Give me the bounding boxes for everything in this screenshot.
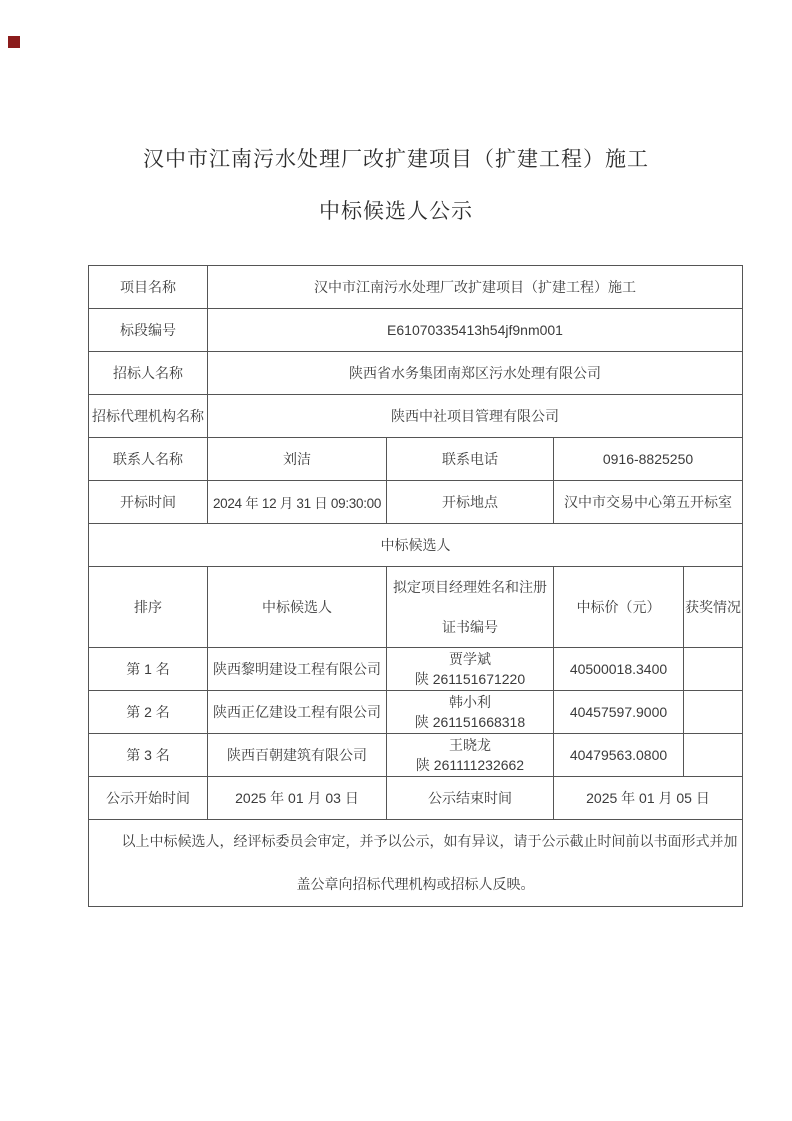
table-row-candidate-3 — [89, 734, 743, 777]
table-row-bid-opening — [89, 481, 743, 524]
publicity-end-value: 2025 年 01 月 05 日 — [554, 777, 743, 820]
bid-open-place-label: 开标地点 — [387, 481, 554, 524]
document-title — [0, 133, 792, 237]
header-candidate: 中标候选人 — [208, 567, 387, 648]
candidate-3-price: 40479563.0800 — [554, 734, 684, 777]
table-row-section-number — [89, 309, 743, 352]
contact-phone-value: 0916-8825250 — [554, 438, 743, 481]
publicity-end-label: 公示结束时间 — [387, 777, 554, 820]
candidate-1-manager-cert — [387, 648, 554, 691]
candidate-1-rank: 第 1 名 — [89, 648, 208, 691]
title-line-2: 中标候选人公示 — [319, 199, 473, 223]
candidate-2-manager-cert — [387, 691, 554, 734]
table-row-note — [89, 820, 743, 907]
header-manager-cert: 拟定项目经理姓名和注册证书编号 — [387, 567, 554, 648]
project-name-label: 项目名称 — [89, 266, 208, 309]
candidate-2-price: 40457597.9000 — [554, 691, 684, 734]
contact-phone-label: 联系电话 — [387, 438, 554, 481]
table-row-contact — [89, 438, 743, 481]
project-name-value: 汉中市江南污水处理厂改扩建项目（扩建工程）施工 — [208, 266, 743, 309]
table-row-candidate-1 — [89, 648, 743, 691]
candidate-3-manager: 王晓龙 — [449, 737, 491, 753]
bid-open-place-value: 汉中市交易中心第五开标室 — [554, 481, 743, 524]
table-row-section-band — [89, 524, 743, 567]
candidate-3-manager-cert — [387, 734, 554, 777]
table-row-publicity — [89, 777, 743, 820]
candidate-2-cert: 陕 261151668318 — [414, 714, 526, 730]
section-number-label: 标段编号 — [89, 309, 208, 352]
title-line-1: 汉中市江南污水处理厂改扩建项目（扩建工程）施工 — [143, 147, 649, 171]
table-row-candidate-2 — [89, 691, 743, 734]
agency-value: 陕西中社项目管理有限公司 — [208, 395, 743, 438]
header-rank: 排序 — [89, 567, 208, 648]
tenderer-label: 招标人名称 — [89, 352, 208, 395]
broken-image-marker — [8, 36, 20, 48]
header-award: 获奖情况 — [684, 567, 743, 648]
candidate-1-company: 陕西黎明建设工程有限公司 — [208, 648, 387, 691]
candidates-section-header: 中标候选人 — [89, 524, 743, 567]
candidate-1-award — [684, 648, 743, 691]
candidate-3-cert: 陕 261111232662 — [415, 757, 525, 773]
header-price: 中标价（元） — [554, 567, 684, 648]
candidate-2-manager: 韩小利 — [449, 694, 491, 710]
note-text: 以上中标候选人，经评标委员会审定，并予以公示，如有异议，请于公示截止时间前以书面形式并加盖公章向招标代理机构或招标人反映。 — [121, 833, 738, 892]
section-number-value: E61070335413h54jf9nm001 — [208, 309, 743, 352]
table-row-project-name — [89, 266, 743, 309]
bid-open-time-label: 开标时间 — [89, 481, 208, 524]
candidate-3-company: 陕西百朝建筑有限公司 — [208, 734, 387, 777]
table-row-tenderer — [89, 352, 743, 395]
candidate-2-award — [684, 691, 743, 734]
candidate-3-rank: 第 3 名 — [89, 734, 208, 777]
table-row-agency — [89, 395, 743, 438]
candidate-1-price: 40500018.3400 — [554, 648, 684, 691]
candidate-2-company: 陕西正亿建设工程有限公司 — [208, 691, 387, 734]
publicity-start-label: 公示开始时间 — [89, 777, 208, 820]
agency-label: 招标代理机构名称 — [89, 395, 208, 438]
candidate-1-cert: 陕 261151671220 — [414, 671, 526, 687]
note-cell — [89, 820, 743, 907]
tenderer-value: 陕西省水务集团南郑区污水处理有限公司 — [208, 352, 743, 395]
contact-name-label: 联系人名称 — [89, 438, 208, 481]
table-row-candidates-header — [89, 567, 743, 648]
candidate-1-manager: 贾学斌 — [449, 651, 491, 667]
announcement-table — [88, 265, 743, 907]
candidate-3-award — [684, 734, 743, 777]
contact-name-value: 刘洁 — [208, 438, 387, 481]
publicity-start-value: 2025 年 01 月 03 日 — [208, 777, 387, 820]
candidate-2-rank: 第 2 名 — [89, 691, 208, 734]
bid-open-time-value: 2024 年 12 月 31 日 09:30:00 — [208, 481, 387, 524]
